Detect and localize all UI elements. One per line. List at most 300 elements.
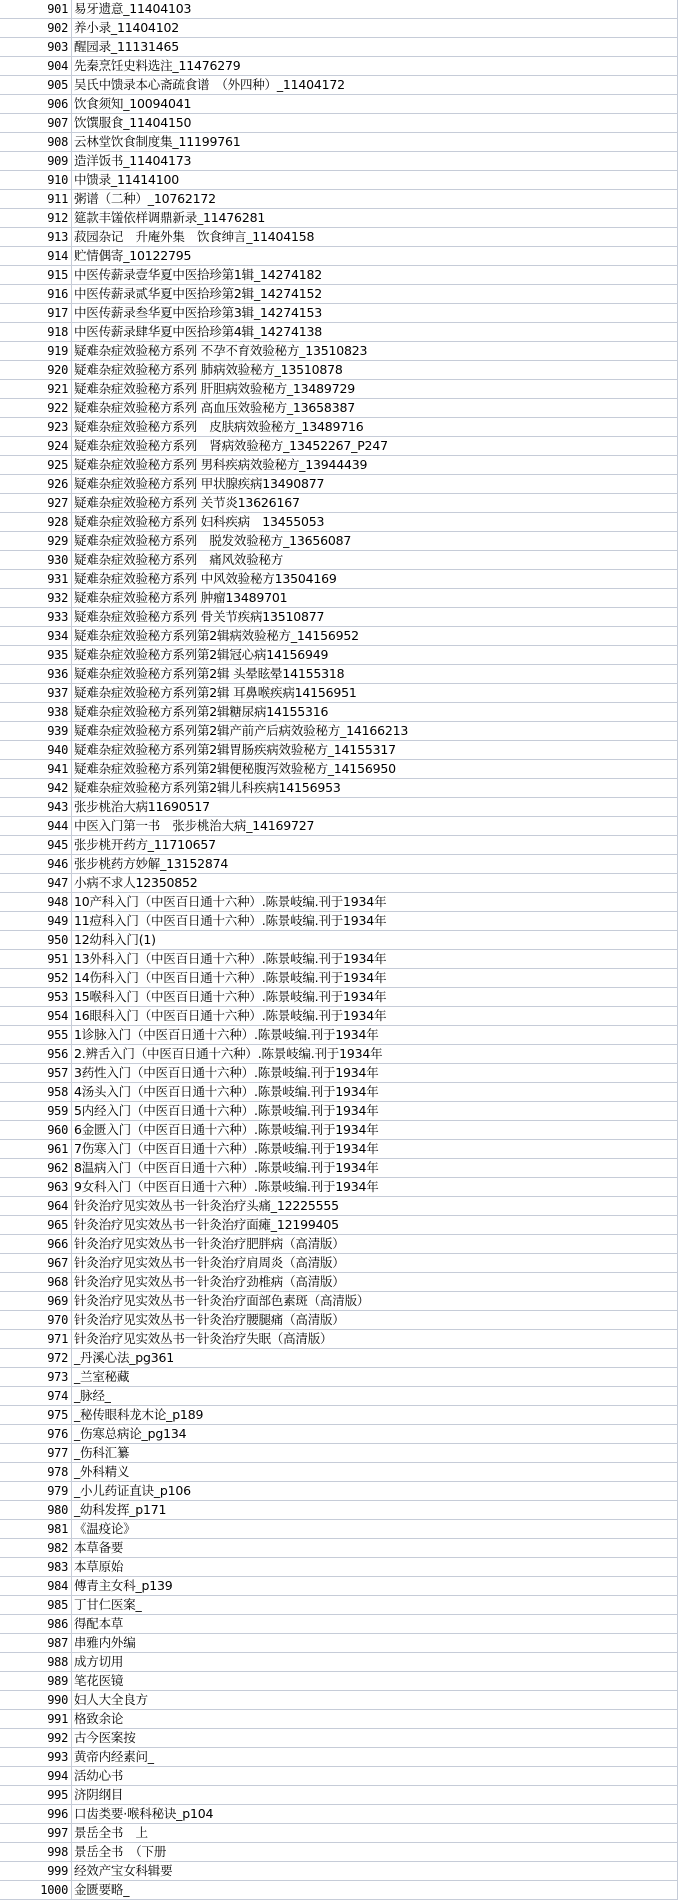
row-number-cell[interactable]: 903 xyxy=(0,38,72,56)
row-number-cell[interactable]: 959 xyxy=(0,1102,72,1120)
table-row[interactable] xyxy=(0,817,677,836)
book-title-cell[interactable]: 疑难杂症效验秘方系列第2辑 耳鼻喉疾病14156951 xyxy=(74,685,357,700)
table-row[interactable] xyxy=(0,1330,677,1349)
table-row[interactable] xyxy=(0,1615,677,1634)
book-title-cell[interactable]: 13外科入门（中医百日通十六种）.陈景岐编.刊于1934年 xyxy=(74,951,387,966)
row-number-cell[interactable]: 975 xyxy=(0,1406,72,1424)
table-row[interactable] xyxy=(0,209,677,228)
table-row[interactable] xyxy=(0,57,677,76)
row-number-cell[interactable]: 902 xyxy=(0,19,72,37)
row-number-cell[interactable]: 968 xyxy=(0,1273,72,1291)
table-row[interactable] xyxy=(0,266,677,285)
row-number-cell[interactable]: 969 xyxy=(0,1292,72,1310)
book-title-cell[interactable]: 疑难杂症效验秘方系列 中风效验秘方13504169 xyxy=(74,571,337,586)
book-title-cell[interactable]: 笔花医镜 xyxy=(74,1673,124,1688)
row-number-cell[interactable]: 1000 xyxy=(0,1881,72,1899)
table-row[interactable] xyxy=(0,247,677,266)
row-number-cell[interactable]: 945 xyxy=(0,836,72,854)
table-row[interactable] xyxy=(0,798,677,817)
row-number-cell[interactable]: 928 xyxy=(0,513,72,531)
book-title-cell[interactable]: 饮馔服食_11404150 xyxy=(74,115,192,130)
row-number-cell[interactable]: 930 xyxy=(0,551,72,569)
book-title-cell[interactable]: 养小录_11404102 xyxy=(74,20,179,35)
book-title-cell[interactable]: 疑难杂症效验秘方系列第2辑产前产后病效验秘方_14166213 xyxy=(74,723,409,738)
row-number-cell[interactable]: 972 xyxy=(0,1349,72,1367)
row-number-cell[interactable]: 988 xyxy=(0,1653,72,1671)
book-title-cell[interactable]: 针灸治疗见实效丛书一针灸治疗腰腿痛（高清版） xyxy=(74,1312,345,1327)
book-title-cell[interactable]: 造洋饭书_11404173 xyxy=(74,153,192,168)
row-number-cell[interactable]: 967 xyxy=(0,1254,72,1272)
row-number-cell[interactable]: 933 xyxy=(0,608,72,626)
table-row[interactable] xyxy=(0,1691,677,1710)
book-title-cell[interactable]: 《温疫论》 xyxy=(74,1521,136,1536)
table-row[interactable] xyxy=(0,1140,677,1159)
row-number-cell[interactable]: 934 xyxy=(0,627,72,645)
book-title-cell[interactable]: 丁甘仁医案_ xyxy=(74,1597,142,1612)
table-row[interactable] xyxy=(0,684,677,703)
book-title-cell[interactable]: 5内经入门（中医百日通十六种）.陈景岐编.刊于1934年 xyxy=(74,1103,379,1118)
table-row[interactable] xyxy=(0,532,677,551)
row-number-cell[interactable]: 957 xyxy=(0,1064,72,1082)
book-title-cell[interactable]: 傅青主女科_p139 xyxy=(74,1578,173,1593)
row-number-cell[interactable]: 913 xyxy=(0,228,72,246)
row-number-cell[interactable]: 924 xyxy=(0,437,72,455)
book-title-cell[interactable]: 串雅内外编 xyxy=(74,1635,136,1650)
table-row[interactable] xyxy=(0,1520,677,1539)
table-row[interactable] xyxy=(0,646,677,665)
row-number-cell[interactable]: 992 xyxy=(0,1729,72,1747)
table-row[interactable] xyxy=(0,1501,677,1520)
row-number-cell[interactable]: 939 xyxy=(0,722,72,740)
book-title-cell[interactable]: 易牙遗意_11404103 xyxy=(74,1,192,16)
book-title-cell[interactable]: 16眼科入门（中医百日通十六种）.陈景岐编.刊于1934年 xyxy=(74,1008,387,1023)
book-title-cell[interactable]: 9女科入门（中医百日通十六种）.陈景岐编.刊于1934年 xyxy=(74,1179,379,1194)
book-title-cell[interactable]: 本草备要 xyxy=(74,1540,124,1555)
book-title-cell[interactable]: 疑难杂症效验秘方系列第2辑糖尿病14155316 xyxy=(74,704,329,719)
book-title-cell[interactable]: 疑难杂症效验秘方系列 妇科疾病 13455053 xyxy=(74,514,325,529)
table-row[interactable] xyxy=(0,228,677,247)
row-number-cell[interactable]: 997 xyxy=(0,1824,72,1842)
table-row[interactable] xyxy=(0,1197,677,1216)
row-number-cell[interactable]: 923 xyxy=(0,418,72,436)
book-title-cell[interactable]: 疑难杂症效验秘方系列 甲状腺疾病13490877 xyxy=(74,476,325,491)
table-row[interactable] xyxy=(0,1577,677,1596)
table-row[interactable] xyxy=(0,1444,677,1463)
row-number-cell[interactable]: 915 xyxy=(0,266,72,284)
book-title-cell[interactable]: 黄帝内经素问_ xyxy=(74,1749,154,1764)
row-number-cell[interactable]: 935 xyxy=(0,646,72,664)
book-title-cell[interactable]: 醒园录_11131465 xyxy=(74,39,179,54)
table-row[interactable] xyxy=(0,1805,677,1824)
table-row[interactable] xyxy=(0,1558,677,1577)
row-number-cell[interactable]: 981 xyxy=(0,1520,72,1538)
book-title-cell[interactable]: 景岳全书 （下册 xyxy=(74,1844,167,1859)
book-title-cell[interactable]: 针灸治疗见实效丛书一针灸治疗面瘫_12199405 xyxy=(74,1217,339,1232)
table-row[interactable] xyxy=(0,1596,677,1615)
table-row[interactable] xyxy=(0,1482,677,1501)
book-title-cell[interactable]: 针灸治疗见实效丛书一针灸治疗面部色素斑（高清版） xyxy=(74,1293,370,1308)
row-number-cell[interactable]: 936 xyxy=(0,665,72,683)
row-number-cell[interactable]: 977 xyxy=(0,1444,72,1462)
row-number-cell[interactable]: 993 xyxy=(0,1748,72,1766)
book-title-cell[interactable]: 8温病入门（中医百日通十六种）.陈景岐编.刊于1934年 xyxy=(74,1160,379,1175)
row-number-cell[interactable]: 914 xyxy=(0,247,72,265)
row-number-cell[interactable]: 962 xyxy=(0,1159,72,1177)
book-title-cell[interactable]: 金匮要略_ xyxy=(74,1882,130,1897)
book-title-cell[interactable]: 口齿类要·喉科秘诀_p104 xyxy=(74,1806,214,1821)
table-row[interactable] xyxy=(0,152,677,171)
book-title-cell[interactable]: 针灸治疗见实效丛书一针灸治疗头痛_12225555 xyxy=(74,1198,339,1213)
table-row[interactable] xyxy=(0,399,677,418)
row-number-cell[interactable]: 905 xyxy=(0,76,72,94)
book-title-cell[interactable]: 中医入门第一书 张步桃治大病_14169727 xyxy=(74,818,315,833)
table-row[interactable] xyxy=(0,1425,677,1444)
book-title-cell[interactable]: 中医传薪录壹华夏中医拾珍第1辑_14274182 xyxy=(74,267,323,282)
row-number-cell[interactable]: 911 xyxy=(0,190,72,208)
book-title-cell[interactable]: 疑难杂症效验秘方系列第2辑便秘腹泻效验秘方_14156950 xyxy=(74,761,396,776)
book-title-cell[interactable]: _秘传眼科龙木论_p189 xyxy=(74,1407,204,1422)
book-title-cell[interactable]: 成方切用 xyxy=(74,1654,124,1669)
row-number-cell[interactable]: 983 xyxy=(0,1558,72,1576)
book-title-cell[interactable]: 疑难杂症效验秘方系列 皮肤病效验秘方_13489716 xyxy=(74,419,364,434)
book-title-cell[interactable]: 疑难杂症效验秘方系列 肝胆病效验秘方_13489729 xyxy=(74,381,355,396)
book-title-cell[interactable]: 15喉科入门（中医百日通十六种）.陈景岐编.刊于1934年 xyxy=(74,989,387,1004)
row-number-cell[interactable]: 955 xyxy=(0,1026,72,1044)
table-row[interactable] xyxy=(0,1387,677,1406)
book-title-cell[interactable]: 6金匮入门（中医百日通十六种）.陈景岐编.刊于1934年 xyxy=(74,1122,379,1137)
table-row[interactable] xyxy=(0,1349,677,1368)
book-title-cell[interactable]: _小儿药证直诀_p106 xyxy=(74,1483,191,1498)
row-number-cell[interactable]: 998 xyxy=(0,1843,72,1861)
row-number-cell[interactable]: 956 xyxy=(0,1045,72,1063)
row-number-cell[interactable]: 925 xyxy=(0,456,72,474)
row-number-cell[interactable]: 926 xyxy=(0,475,72,493)
row-number-cell[interactable]: 963 xyxy=(0,1178,72,1196)
row-number-cell[interactable]: 940 xyxy=(0,741,72,759)
row-number-cell[interactable]: 973 xyxy=(0,1368,72,1386)
row-number-cell[interactable]: 937 xyxy=(0,684,72,702)
book-title-cell[interactable]: 11痘科入门（中医百日通十六种）.陈景岐编.刊于1934年 xyxy=(74,913,387,928)
book-title-cell[interactable]: _脉经_ xyxy=(74,1388,111,1403)
book-title-cell[interactable]: 妇人大全良方 xyxy=(74,1692,148,1707)
table-row[interactable] xyxy=(0,1463,677,1482)
table-row[interactable] xyxy=(0,836,677,855)
book-title-cell[interactable]: _伤科汇纂 xyxy=(74,1445,130,1460)
table-row[interactable] xyxy=(0,627,677,646)
book-title-cell[interactable]: 12幼科入门(1) xyxy=(74,932,156,947)
book-title-cell[interactable]: 张步桃药方妙解_13152874 xyxy=(74,856,229,871)
table-row[interactable] xyxy=(0,171,677,190)
table-row[interactable] xyxy=(0,1368,677,1387)
table-row[interactable] xyxy=(0,608,677,627)
row-number-cell[interactable]: 941 xyxy=(0,760,72,778)
table-row[interactable] xyxy=(0,1786,677,1805)
row-number-cell[interactable]: 922 xyxy=(0,399,72,417)
table-row[interactable] xyxy=(0,1767,677,1786)
row-number-cell[interactable]: 964 xyxy=(0,1197,72,1215)
book-title-cell[interactable]: 针灸治疗见实效丛书一针灸治疗失眠（高清版） xyxy=(74,1331,333,1346)
table-row[interactable] xyxy=(0,475,677,494)
row-number-cell[interactable]: 978 xyxy=(0,1463,72,1481)
book-title-cell[interactable]: 中医传薪录肆华夏中医拾珍第4辑_14274138 xyxy=(74,324,323,339)
book-title-cell[interactable]: 1诊脉入门（中医百日通十六种）.陈景岐编.刊于1934年 xyxy=(74,1027,379,1042)
book-title-cell[interactable]: 针灸治疗见实效丛书一针灸治疗肥胖病（高清版） xyxy=(74,1236,345,1251)
row-number-cell[interactable]: 904 xyxy=(0,57,72,75)
table-row[interactable] xyxy=(0,190,677,209)
book-title-cell[interactable]: _丹溪心法_pg361 xyxy=(74,1350,175,1365)
row-number-cell[interactable]: 906 xyxy=(0,95,72,113)
table-row[interactable] xyxy=(0,285,677,304)
row-number-cell[interactable]: 982 xyxy=(0,1539,72,1557)
book-title-cell[interactable]: 筵款丰馐依样调鼎新录_11476281 xyxy=(74,210,266,225)
book-title-cell[interactable]: 济阴纲目 xyxy=(74,1787,124,1802)
row-number-cell[interactable]: 954 xyxy=(0,1007,72,1025)
table-row[interactable] xyxy=(0,304,677,323)
book-title-cell[interactable]: 菽园杂记 升庵外集 饮食绅言_11404158 xyxy=(74,229,315,244)
row-number-cell[interactable]: 918 xyxy=(0,323,72,341)
table-row[interactable] xyxy=(0,912,677,931)
table-row[interactable] xyxy=(0,1178,677,1197)
row-number-cell[interactable]: 980 xyxy=(0,1501,72,1519)
book-title-cell[interactable]: 疑难杂症效验秘方系列 高血压效验秘方_13658387 xyxy=(74,400,355,415)
row-number-cell[interactable]: 994 xyxy=(0,1767,72,1785)
book-title-cell[interactable]: 疑难杂症效验秘方系列第2辑 头晕眩晕14155318 xyxy=(74,666,345,681)
table-row[interactable] xyxy=(0,1235,677,1254)
book-title-cell[interactable]: 疑难杂症效验秘方系列 关节炎13626167 xyxy=(74,495,300,510)
row-number-cell[interactable]: 970 xyxy=(0,1311,72,1329)
book-title-cell[interactable]: 吴氏中馈录本心斋疏食谱 （外四种）_11404172 xyxy=(74,77,345,92)
table-row[interactable] xyxy=(0,1216,677,1235)
table-row[interactable] xyxy=(0,779,677,798)
book-title-cell[interactable]: 3药性入门（中医百日通十六种）.陈景岐编.刊于1934年 xyxy=(74,1065,379,1080)
row-number-cell[interactable]: 907 xyxy=(0,114,72,132)
row-number-cell[interactable]: 951 xyxy=(0,950,72,968)
row-number-cell[interactable]: 986 xyxy=(0,1615,72,1633)
book-title-cell[interactable]: 针灸治疗见实效丛书一针灸治疗劲椎病（高清版） xyxy=(74,1274,345,1289)
table-row[interactable] xyxy=(0,988,677,1007)
row-number-cell[interactable]: 979 xyxy=(0,1482,72,1500)
table-row[interactable] xyxy=(0,1748,677,1767)
book-title-cell[interactable]: 粥谱（二种）_10762172 xyxy=(74,191,216,206)
table-row[interactable] xyxy=(0,1064,677,1083)
row-number-cell[interactable]: 942 xyxy=(0,779,72,797)
row-number-cell[interactable]: 974 xyxy=(0,1387,72,1405)
table-row[interactable] xyxy=(0,1653,677,1672)
table-row[interactable] xyxy=(0,1672,677,1691)
table-row[interactable] xyxy=(0,551,677,570)
book-title-cell[interactable]: 疑难杂症效验秘方系列第2辑胃肠疾病效验秘方_14155317 xyxy=(74,742,396,757)
row-number-cell[interactable]: 920 xyxy=(0,361,72,379)
table-row[interactable] xyxy=(0,513,677,532)
book-title-cell[interactable]: 得配本草 xyxy=(74,1616,124,1631)
book-title-cell[interactable]: 14伤科入门（中医百日通十六种）.陈景岐编.刊于1934年 xyxy=(74,970,387,985)
row-number-cell[interactable]: 931 xyxy=(0,570,72,588)
table-row[interactable] xyxy=(0,855,677,874)
row-number-cell[interactable]: 917 xyxy=(0,304,72,322)
book-title-cell[interactable]: 疑难杂症效验秘方系列 骨关节疾病13510877 xyxy=(74,609,325,624)
table-row[interactable] xyxy=(0,1729,677,1748)
book-title-cell[interactable]: 疑难杂症效验秘方系列 肾病效验秘方_13452267_P247 xyxy=(74,438,388,453)
table-row[interactable] xyxy=(0,1045,677,1064)
row-number-cell[interactable]: 943 xyxy=(0,798,72,816)
book-title-cell[interactable]: 2.辨舌入门（中医百日通十六种）.陈景岐编.刊于1934年 xyxy=(74,1046,383,1061)
table-row[interactable] xyxy=(0,1007,677,1026)
book-title-cell[interactable]: 疑难杂症效验秘方系列 肿瘤13489701 xyxy=(74,590,288,605)
book-title-cell[interactable]: 张步桃开药方_11710657 xyxy=(74,837,216,852)
row-number-cell[interactable]: 938 xyxy=(0,703,72,721)
table-row[interactable] xyxy=(0,1254,677,1273)
book-title-cell[interactable]: 疑难杂症效验秘方系列 痛风效验秘方 xyxy=(74,552,284,567)
book-title-cell[interactable]: 疑难杂症效验秘方系列 脱发效验秘方_13656087 xyxy=(74,533,352,548)
table-row[interactable] xyxy=(0,1102,677,1121)
book-title-cell[interactable]: 景岳全书 上 xyxy=(74,1825,148,1840)
row-number-cell[interactable]: 987 xyxy=(0,1634,72,1652)
book-title-cell[interactable]: 疑难杂症效验秘方系列第2辑病效验秘方_14156952 xyxy=(74,628,359,643)
table-row[interactable] xyxy=(0,133,677,152)
table-row[interactable] xyxy=(0,741,677,760)
book-title-cell[interactable]: 疑难杂症效验秘方系列 男科疾病效验秘方_13944439 xyxy=(74,457,368,472)
row-number-cell[interactable]: 919 xyxy=(0,342,72,360)
row-number-cell[interactable]: 944 xyxy=(0,817,72,835)
row-number-cell[interactable]: 948 xyxy=(0,893,72,911)
table-row[interactable] xyxy=(0,589,677,608)
row-number-cell[interactable]: 965 xyxy=(0,1216,72,1234)
table-row[interactable] xyxy=(0,760,677,779)
table-row[interactable] xyxy=(0,1026,677,1045)
table-row[interactable] xyxy=(0,1121,677,1140)
row-number-cell[interactable]: 952 xyxy=(0,969,72,987)
table-row[interactable] xyxy=(0,665,677,684)
row-number-cell[interactable]: 995 xyxy=(0,1786,72,1804)
row-number-cell[interactable]: 921 xyxy=(0,380,72,398)
table-row[interactable] xyxy=(0,361,677,380)
table-row[interactable] xyxy=(0,494,677,513)
row-number-cell[interactable]: 996 xyxy=(0,1805,72,1823)
table-row[interactable] xyxy=(0,969,677,988)
book-title-cell[interactable]: _幼科发挥_p171 xyxy=(74,1502,167,1517)
table-row[interactable] xyxy=(0,570,677,589)
row-number-cell[interactable]: 910 xyxy=(0,171,72,189)
table-row[interactable] xyxy=(0,38,677,57)
row-number-cell[interactable]: 901 xyxy=(0,0,72,18)
row-number-cell[interactable]: 927 xyxy=(0,494,72,512)
book-title-cell[interactable]: _兰室秘藏 xyxy=(74,1369,130,1384)
row-number-cell[interactable]: 991 xyxy=(0,1710,72,1728)
table-row[interactable] xyxy=(0,931,677,950)
book-title-cell[interactable]: _伤寒总病论_pg134 xyxy=(74,1426,187,1441)
row-number-cell[interactable]: 989 xyxy=(0,1672,72,1690)
row-number-cell[interactable]: 990 xyxy=(0,1691,72,1709)
row-number-cell[interactable]: 971 xyxy=(0,1330,72,1348)
row-number-cell[interactable]: 950 xyxy=(0,931,72,949)
table-row[interactable] xyxy=(0,722,677,741)
book-title-cell[interactable]: 疑难杂症效验秘方系列第2辑冠心病14156949 xyxy=(74,647,329,662)
table-row[interactable] xyxy=(0,95,677,114)
table-row[interactable] xyxy=(0,1273,677,1292)
table-row[interactable] xyxy=(0,1862,677,1881)
book-title-cell[interactable]: 先秦烹饪史料选注_11476279 xyxy=(74,58,241,73)
row-number-cell[interactable]: 908 xyxy=(0,133,72,151)
table-row[interactable] xyxy=(0,1083,677,1102)
table-row[interactable] xyxy=(0,1824,677,1843)
table-row[interactable] xyxy=(0,874,677,893)
book-title-cell[interactable]: 活幼心书 xyxy=(74,1768,124,1783)
row-number-cell[interactable]: 912 xyxy=(0,209,72,227)
book-title-cell[interactable]: 7伤寒入门（中医百日通十六种）.陈景岐编.刊于1934年 xyxy=(74,1141,379,1156)
book-title-cell[interactable]: 疑难杂症效验秘方系列第2辑儿科疾病14156953 xyxy=(74,780,341,795)
book-title-cell[interactable]: 10产科入门（中医百日通十六种）.陈景岐编.刊于1934年 xyxy=(74,894,387,909)
row-number-cell[interactable]: 976 xyxy=(0,1425,72,1443)
table-row[interactable] xyxy=(0,1710,677,1729)
book-title-cell[interactable]: 中馈录_11414100 xyxy=(74,172,179,187)
table-row[interactable] xyxy=(0,0,677,19)
table-row[interactable] xyxy=(0,342,677,361)
row-number-cell[interactable]: 947 xyxy=(0,874,72,892)
book-title-cell[interactable]: 经效产宝女科辑要 xyxy=(74,1863,173,1878)
row-number-cell[interactable]: 949 xyxy=(0,912,72,930)
book-title-cell[interactable]: _外科精义 xyxy=(74,1464,130,1479)
table-row[interactable] xyxy=(0,1292,677,1311)
row-number-cell[interactable]: 961 xyxy=(0,1140,72,1158)
table-row[interactable] xyxy=(0,76,677,95)
book-title-cell[interactable]: 针灸治疗见实效丛书一针灸治疗肩周炎（高清版） xyxy=(74,1255,345,1270)
book-title-cell[interactable]: 本草原始 xyxy=(74,1559,124,1574)
table-row[interactable] xyxy=(0,1843,677,1862)
book-title-cell[interactable]: 饮食须知_10094041 xyxy=(74,96,192,111)
table-row[interactable] xyxy=(0,950,677,969)
table-row[interactable] xyxy=(0,703,677,722)
row-number-cell[interactable]: 999 xyxy=(0,1862,72,1880)
table-row[interactable] xyxy=(0,1539,677,1558)
table-row[interactable] xyxy=(0,1311,677,1330)
book-title-cell[interactable]: 4汤头入门（中医百日通十六种）.陈景岐编.刊于1934年 xyxy=(74,1084,379,1099)
book-title-cell[interactable]: 格致余论 xyxy=(74,1711,124,1726)
table-row[interactable] xyxy=(0,1406,677,1425)
row-number-cell[interactable]: 960 xyxy=(0,1121,72,1139)
table-row[interactable] xyxy=(0,437,677,456)
table-row[interactable] xyxy=(0,114,677,133)
row-number-cell[interactable]: 932 xyxy=(0,589,72,607)
row-number-cell[interactable]: 946 xyxy=(0,855,72,873)
row-number-cell[interactable]: 929 xyxy=(0,532,72,550)
table-row[interactable] xyxy=(0,1634,677,1653)
row-number-cell[interactable]: 958 xyxy=(0,1083,72,1101)
row-number-cell[interactable]: 985 xyxy=(0,1596,72,1614)
book-title-cell[interactable]: 疑难杂症效验秘方系列 肺病效验秘方_13510878 xyxy=(74,362,343,377)
book-title-cell[interactable]: 云林堂饮食制度集_11199761 xyxy=(74,134,241,149)
row-number-cell[interactable]: 984 xyxy=(0,1577,72,1595)
table-row[interactable] xyxy=(0,893,677,912)
table-row[interactable] xyxy=(0,1881,677,1900)
table-row[interactable] xyxy=(0,418,677,437)
book-title-cell[interactable]: 张步桃治大病11690517 xyxy=(74,799,210,814)
row-number-cell[interactable]: 909 xyxy=(0,152,72,170)
book-title-cell[interactable]: 古今医案按 xyxy=(74,1730,136,1745)
row-number-cell[interactable]: 953 xyxy=(0,988,72,1006)
book-title-cell[interactable]: 小病不求人12350852 xyxy=(74,875,198,890)
table-row[interactable] xyxy=(0,1159,677,1178)
book-title-cell[interactable]: 中医传薪录叁华夏中医拾珍第3辑_14274153 xyxy=(74,305,323,320)
book-title-cell[interactable]: 中医传薪录贰华夏中医拾珍第2辑_14274152 xyxy=(74,286,323,301)
row-number-cell[interactable]: 916 xyxy=(0,285,72,303)
row-number-cell[interactable]: 966 xyxy=(0,1235,72,1253)
table-row[interactable] xyxy=(0,323,677,342)
table-row[interactable] xyxy=(0,19,677,38)
book-title-cell[interactable]: 疑难杂症效验秘方系列 不孕不育效验秘方_13510823 xyxy=(74,343,368,358)
table-row[interactable] xyxy=(0,380,677,399)
table-row[interactable] xyxy=(0,456,677,475)
book-title-cell[interactable]: 贮情偶寄_10122795 xyxy=(74,248,192,263)
